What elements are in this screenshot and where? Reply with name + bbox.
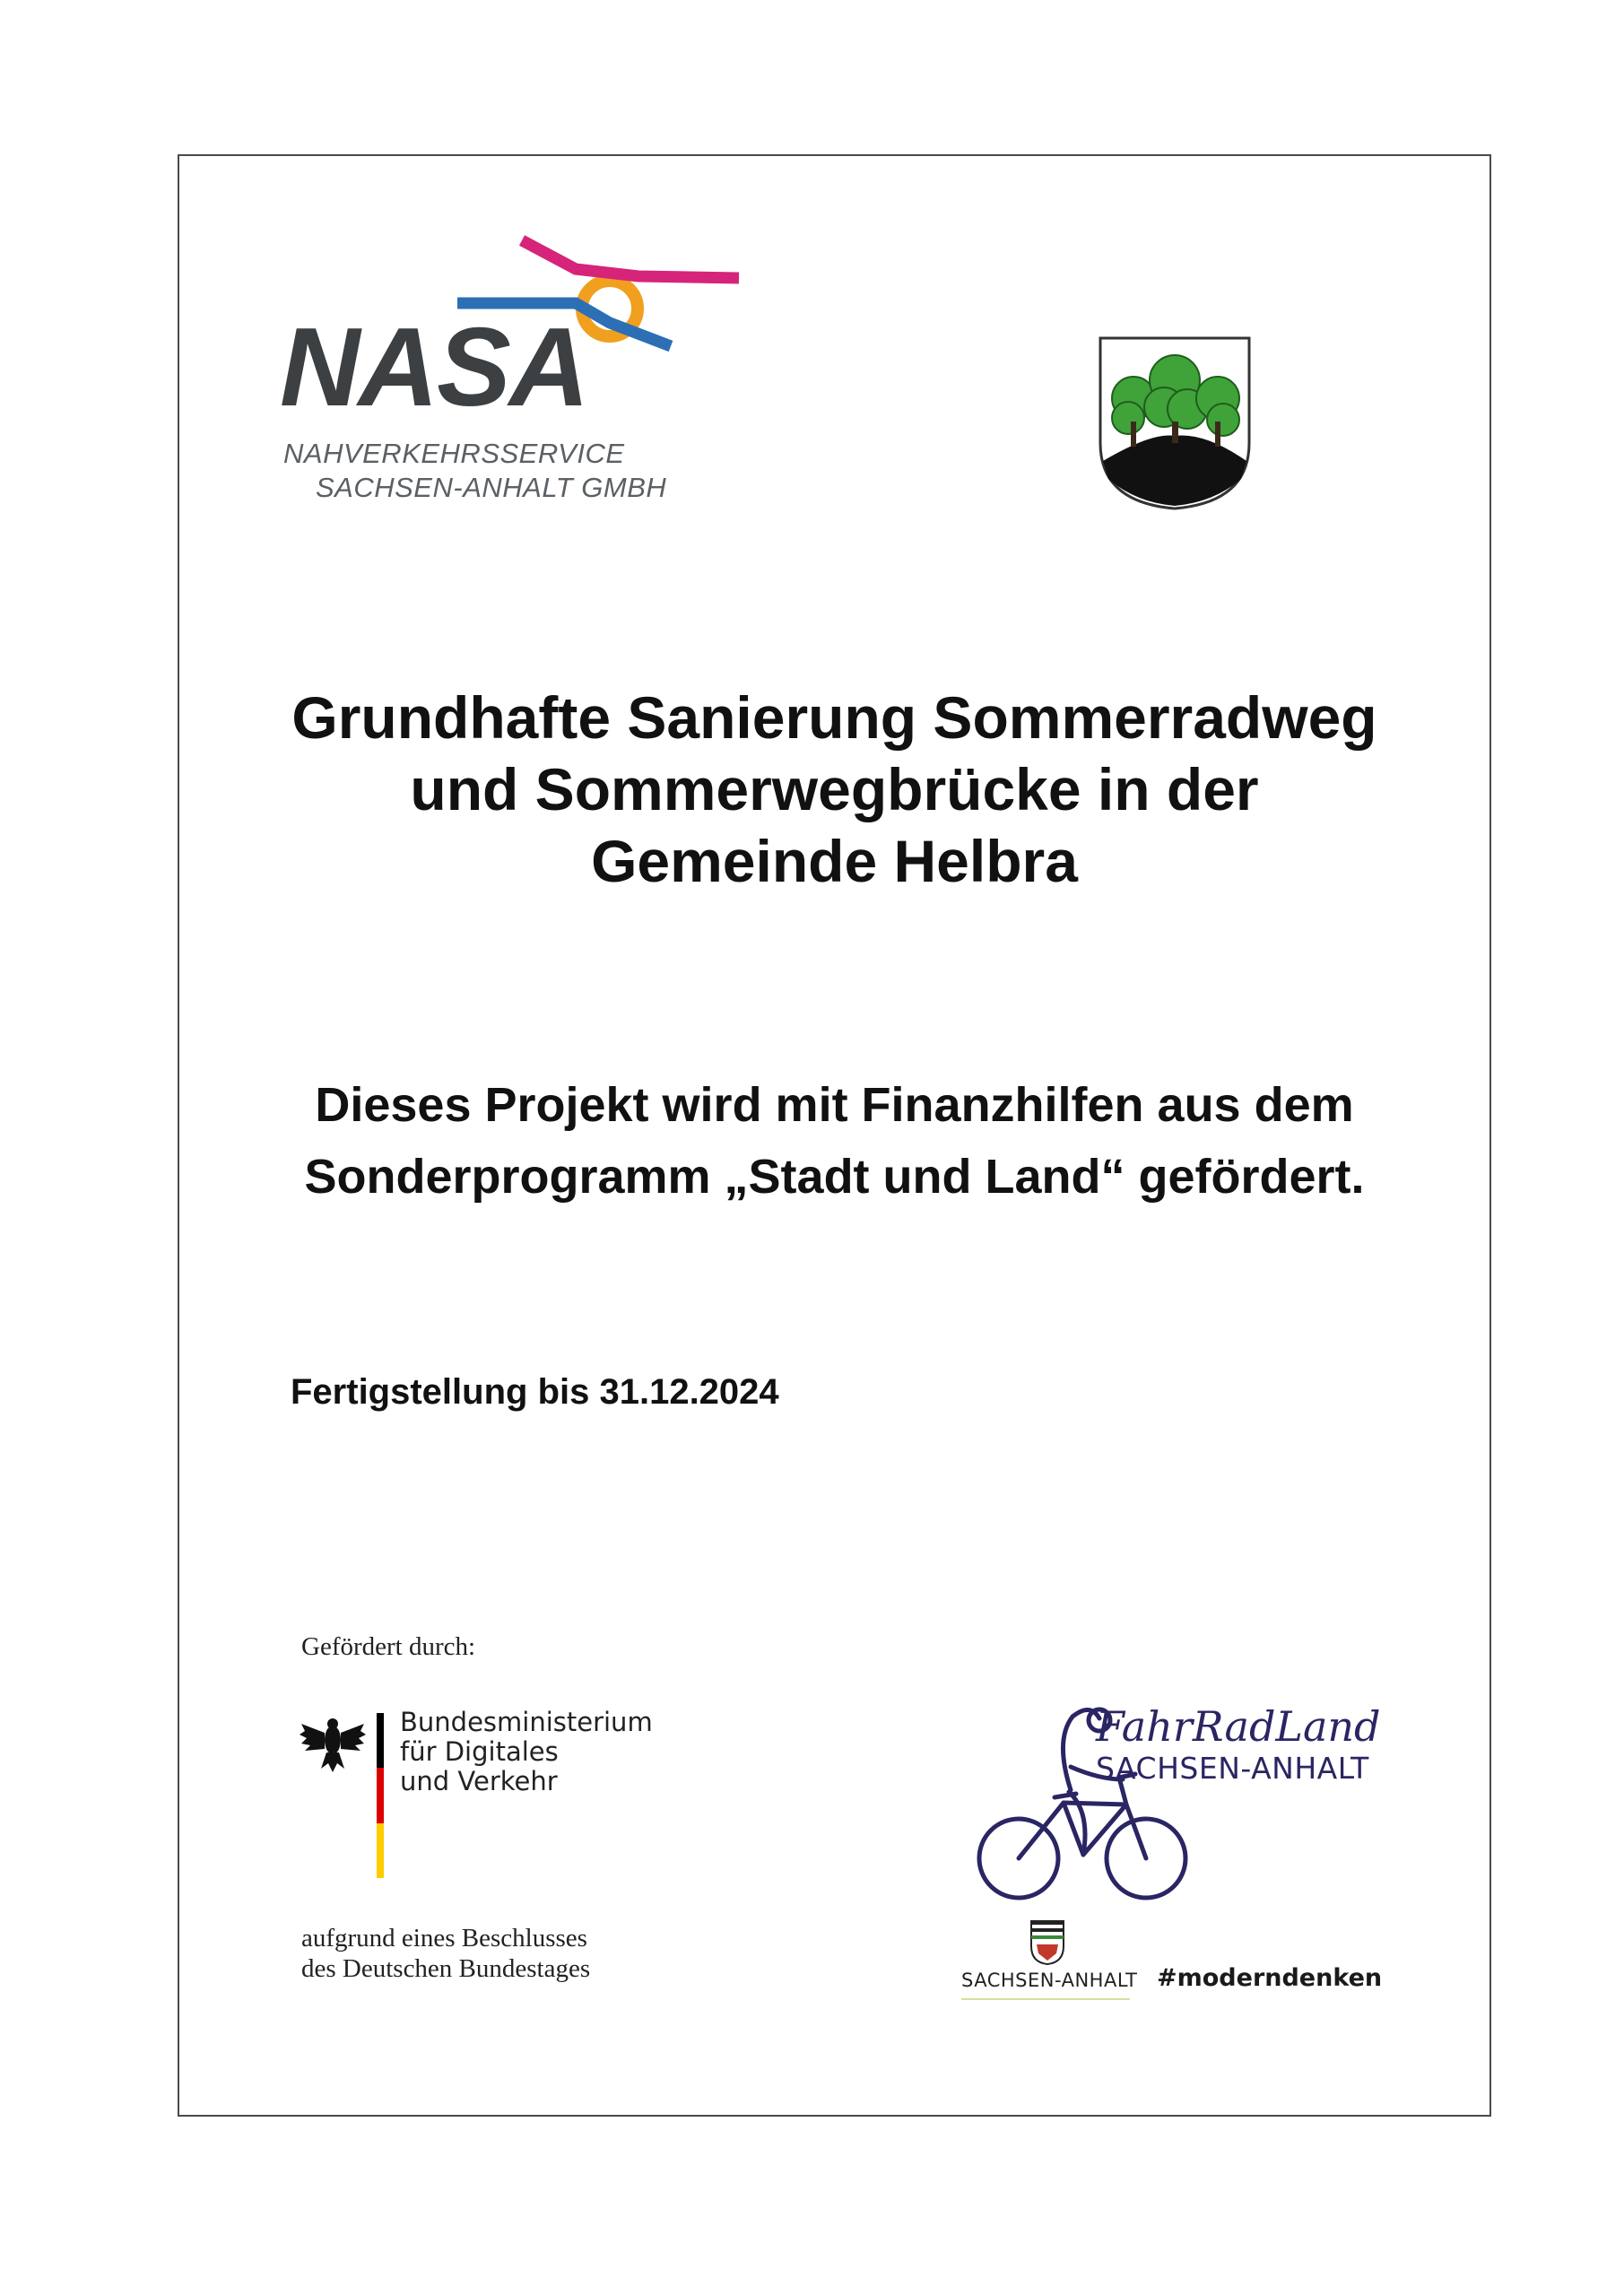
federal-eagle-icon — [300, 1713, 366, 1776]
moderndenken-hashtag: #moderndenken — [1157, 1964, 1383, 1992]
funding-statement — [178, 1069, 1491, 1213]
ministry-line: Bundesministerium — [400, 1707, 653, 1737]
ministry-name — [400, 1708, 653, 1796]
sponsor-label: Gefördert durch: — [301, 1632, 476, 1661]
nasa-logo — [280, 235, 782, 414]
project-title — [178, 682, 1491, 897]
resolution-note — [301, 1923, 590, 1984]
nasa-subtitle-line1: NAHVERKEHRSSERVICE — [283, 438, 625, 469]
funding-line: Dieses Projekt wird mit Finanzhilfen aus dem — [315, 1078, 1354, 1132]
fahrradland-title: FahrRadLand — [1096, 1702, 1381, 1751]
nasa-wordmark: NASA — [280, 306, 588, 414]
flag-stripe-black — [377, 1713, 384, 1768]
title-line: Gemeinde Helbra — [591, 828, 1078, 894]
flag-stripe-red — [377, 1768, 384, 1822]
resolution-line: aufgrund eines Beschlusses — [301, 1924, 587, 1952]
sachsen-anhalt-crest-icon — [1029, 1919, 1065, 1966]
german-flag-bar — [377, 1713, 384, 1878]
ministry-line: und Verkehr — [400, 1766, 558, 1796]
ministry-line: für Digitales — [400, 1736, 559, 1767]
completion-date: Fertigstellung bis 31.12.2024 — [291, 1372, 779, 1412]
funding-line: Sonderprogramm „Stadt und Land“ gefördert. — [304, 1150, 1365, 1204]
fahrradland-subtitle: SACHSEN-ANHALT — [1096, 1751, 1369, 1786]
resolution-line: des Deutschen Bundestages — [301, 1954, 591, 1983]
flag-stripe-gold — [377, 1823, 384, 1878]
sachsen-anhalt-underline — [961, 1998, 1130, 2000]
title-line: Grundhafte Sanierung Sommerradweg — [291, 684, 1377, 751]
nasa-subtitle-line2: SACHSEN-ANHALT GMBH — [316, 472, 667, 503]
title-line: und Sommerwegbrücke in der — [410, 756, 1259, 822]
sachsen-anhalt-label: SACHSEN-ANHALT — [961, 1970, 1138, 1991]
trees-coat-of-arms-icon — [1098, 335, 1252, 511]
